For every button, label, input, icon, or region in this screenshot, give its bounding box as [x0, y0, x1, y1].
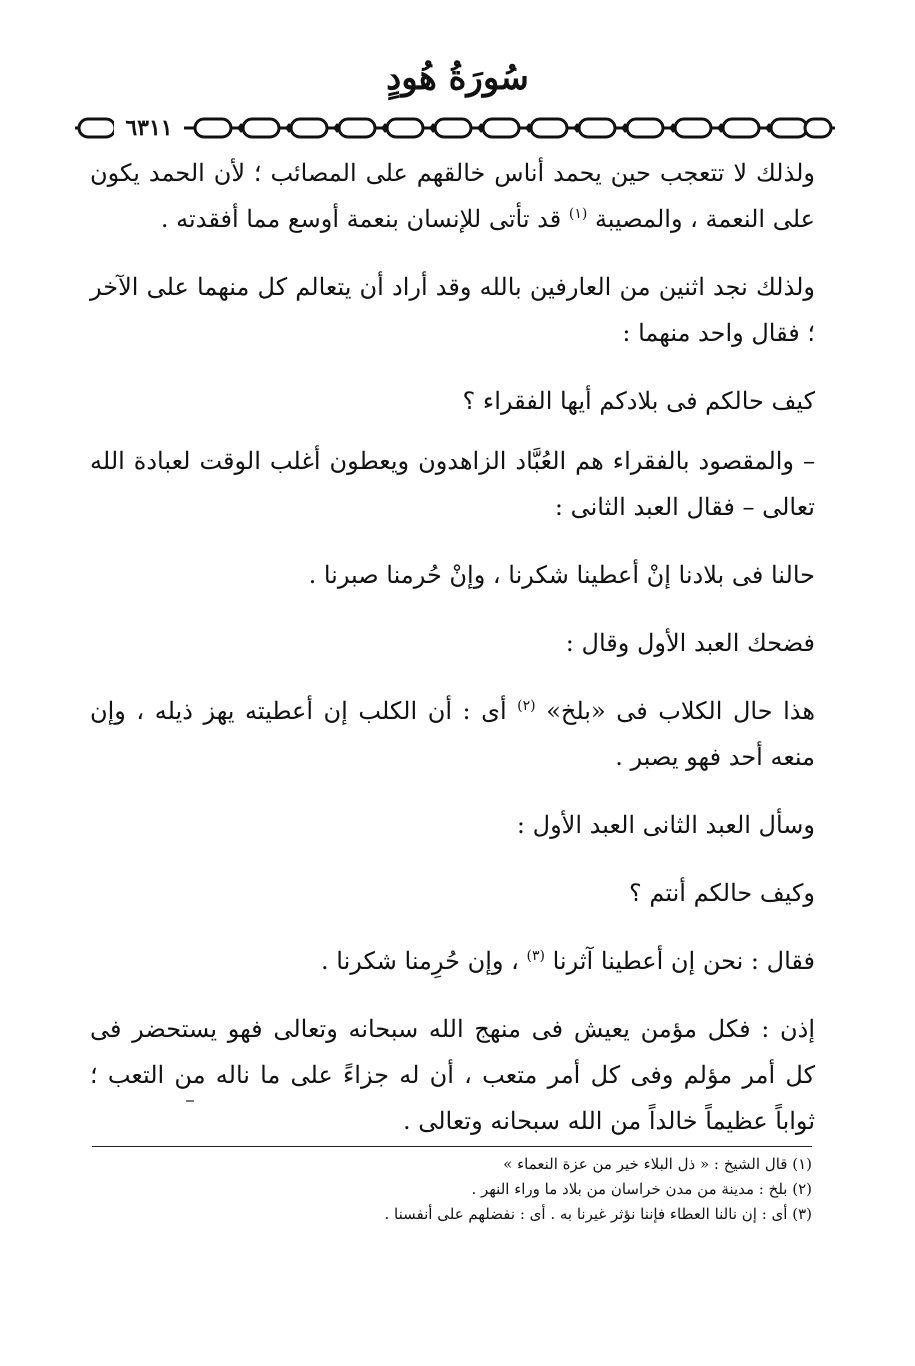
page-number: ٦٣١١	[114, 113, 184, 143]
paragraph: ولذلك نجد اثنين من العارفين بالله وقد أراد أن يتعالم كل منهما على الآخر ؛ فقال واحد منهما :	[90, 273, 815, 347]
paragraph: وكيف حالكم أنتم ؟	[629, 879, 815, 907]
footnote-ref: (٣)	[526, 948, 545, 964]
body-text	[90, 150, 815, 1166]
paragraph: إذن : فكل مؤمن يعيش فى منهج الله سبحانه وتعالى فهو يستحضر فى كل أمر مؤلم وفى كل أمر متعب ، أن له جزاءً على ما ناله من التعب ؛ ثواباً عظيماً خالداً من الله سبحانه وتعالى .	[90, 1015, 815, 1135]
paragraph: وسأل العبد الثانى العبد الأول :	[516, 811, 815, 839]
paragraph: – والمقصود بالفقراء هم العُبَّاد الزاهدون ويعطون أغلب الوقت لعبادة الله تعالى – فقال العبد الثانى :	[90, 447, 815, 521]
footnote: (١) قال الشيخ : « ذل البلاء خير من عزة النعماء »	[503, 1155, 812, 1173]
paragraph: ولذلك لا تتعجب حين يحمد أناس خالقهم على المصائب ؛ لأن الحمد يكون على النعمة ، والمصيبة $^{(١)}$ قد تأتى للإنسان بنعمة أوسع مما أفقدته .	[90, 159, 815, 233]
paragraph: هذا حال الكلاب فى «بلخ» $^{(٢)}$ أى : أن الكلب إن أعطيته يهز ذيله ، وإن منعه أحد فهو يصبر .	[90, 697, 815, 771]
footnote-ref: (٢)	[517, 698, 536, 714]
footnote: (٢) بلخ : مدينة من مدن خراسان من بلاد ما وراء النهر .	[471, 1180, 812, 1198]
footnote-divider	[92, 1146, 812, 1147]
paragraph: فقال : نحن إن أعطينا آثرنا $^{(٣)}$ ، وإن حُرِمنا شكرنا .	[321, 947, 815, 975]
footnote-ref: (١)	[568, 206, 588, 222]
paragraph: فضحك العبد الأول وقال :	[565, 629, 815, 657]
footnotes	[92, 1152, 812, 1227]
footnote: (٣) أى : إن نالنا العطاء فإننا نؤثر غيرنا به . أى : نفضلهم على أنفسنا .	[384, 1205, 812, 1223]
print-mark	[186, 1100, 194, 1102]
paragraph: حالنا فى بلادنا إنْ أعطينا شكرنا ، وإنْ حُرمنا صبرنا .	[308, 561, 815, 589]
ornamental-border	[75, 112, 835, 144]
paragraph: كيف حالكم فى بلادكم أيها الفقراء ؟	[462, 387, 815, 415]
surah-title: سُورَةُ هُودٍ	[386, 58, 529, 98]
